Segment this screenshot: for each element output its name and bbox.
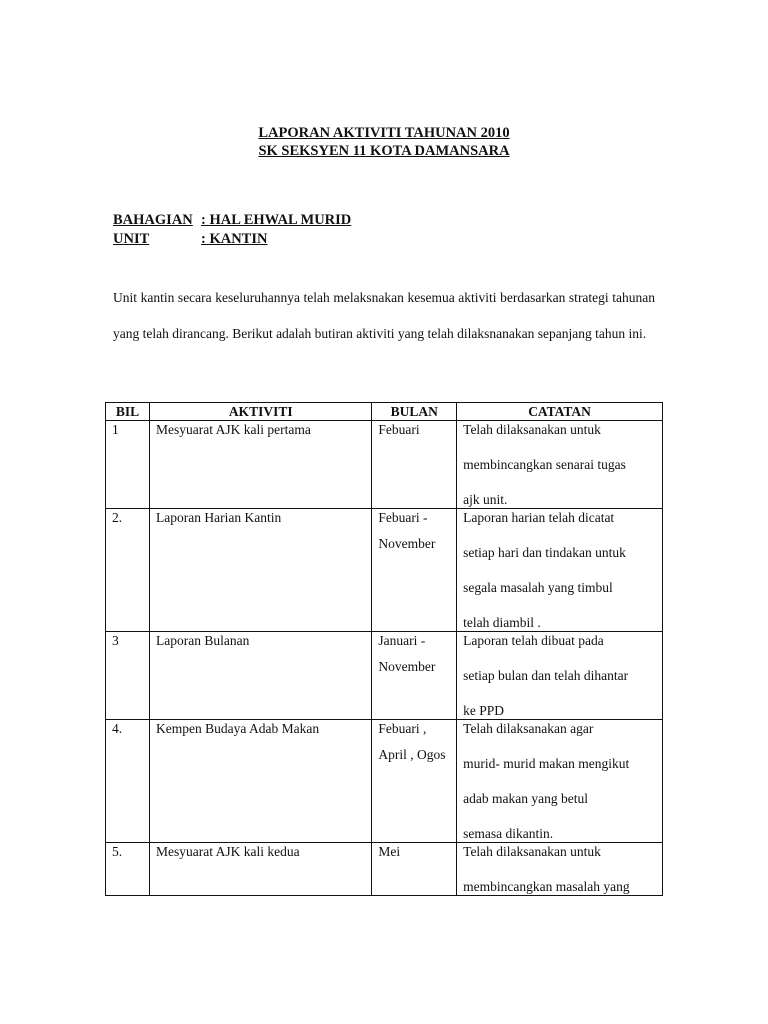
title-line-2: SK SEKSYEN 11 KOTA DAMANSARA [258,143,510,159]
unit-label: UNIT [113,231,150,247]
bulan-line: November [378,659,436,674]
catatan-line: membincangkan senarai tugas [463,457,626,472]
bulan-line: Januari - [378,633,426,648]
cell-aktiviti: Mesyuarat AJK kali kedua [150,843,372,896]
catatan-line: adab makan yang betul [463,791,588,806]
catatan-line: Laporan harian telah dicatat [463,510,615,525]
cell-catatan [457,509,663,632]
title-line-1: LAPORAN AKTIVITI TAHUNAN 2010 [258,125,510,141]
table-row [106,632,663,720]
catatan-line: telah diambil . [463,615,541,630]
catatan-line: segala masalah yang timbul [463,580,613,595]
catatan-line: Telah dilaksanakan agar [463,721,594,736]
cell-catatan [457,421,663,509]
cell-catatan [457,720,663,843]
catatan-line: Laporan telah dibuat pada [463,633,604,648]
bulan-line: Febuari - [378,510,428,525]
catatan-line: setiap hari dan tindakan untuk [463,545,626,560]
header-bulan: BULAN [372,403,457,421]
cell-bulan [372,843,457,896]
cell-bulan [372,632,457,720]
catatan-line: Telah dilaksanakan untuk [463,844,601,859]
bulan-line: Febuari [378,422,420,437]
header-bil: BIL [106,403,150,421]
bulan-line: April , Ogos [378,747,446,762]
unit-value: : KANTIN [201,231,268,247]
cell-bulan [372,720,457,843]
catatan-line: ajk unit. [463,492,508,507]
meta-unit [113,230,351,249]
table-header-row [106,403,663,421]
cell-bil: 4. [106,720,150,843]
report-title [0,124,768,160]
bulan-line: November [378,536,436,551]
table-row [106,720,663,843]
catatan-line: membincangkan masalah yang [463,879,630,894]
cell-aktiviti: Laporan Harian Kantin [150,509,372,632]
cell-bil: 2. [106,509,150,632]
catatan-line: Telah dilaksanakan untuk [463,422,601,437]
report-meta [113,211,351,249]
catatan-line: ke PPD [463,703,505,718]
bahagian-value: : HAL EHWAL MURID [201,212,352,228]
cell-aktiviti: Laporan Bulanan [150,632,372,720]
catatan-line: semasa dikantin. [463,826,554,841]
intro-paragraph: Unit kantin secara keseluruhannya telah melaksnakan kesemua aktiviti berdasarkan strategi tahunan yang telah dirancang. Berikut adalah butiran aktiviti yang telah dilaksnanakan sepanjang tahun ini. [113,290,655,341]
table-row [106,421,663,509]
cell-bil: 3 [106,632,150,720]
cell-bil: 5. [106,843,150,896]
meta-bahagian [113,211,351,230]
bahagian-label: BAHAGIAN [113,212,193,228]
bulan-line: Febuari , [378,721,427,736]
catatan-line: setiap bulan dan telah dihantar [463,668,629,683]
bulan-line: Mei [378,844,401,859]
cell-bulan [372,509,457,632]
cell-bulan [372,421,457,509]
catatan-line: murid- murid makan mengikut [463,756,630,771]
header-catatan: CATATAN [457,403,663,421]
table-row [106,509,663,632]
cell-bil: 1 [106,421,150,509]
header-aktiviti: AKTIVITI [150,403,372,421]
cell-aktiviti: Kempen Budaya Adab Makan [150,720,372,843]
cell-aktiviti: Mesyuarat AJK kali pertama [150,421,372,509]
table-row [106,843,663,896]
cell-catatan [457,843,663,896]
activity-table [105,402,663,896]
cell-catatan [457,632,663,720]
